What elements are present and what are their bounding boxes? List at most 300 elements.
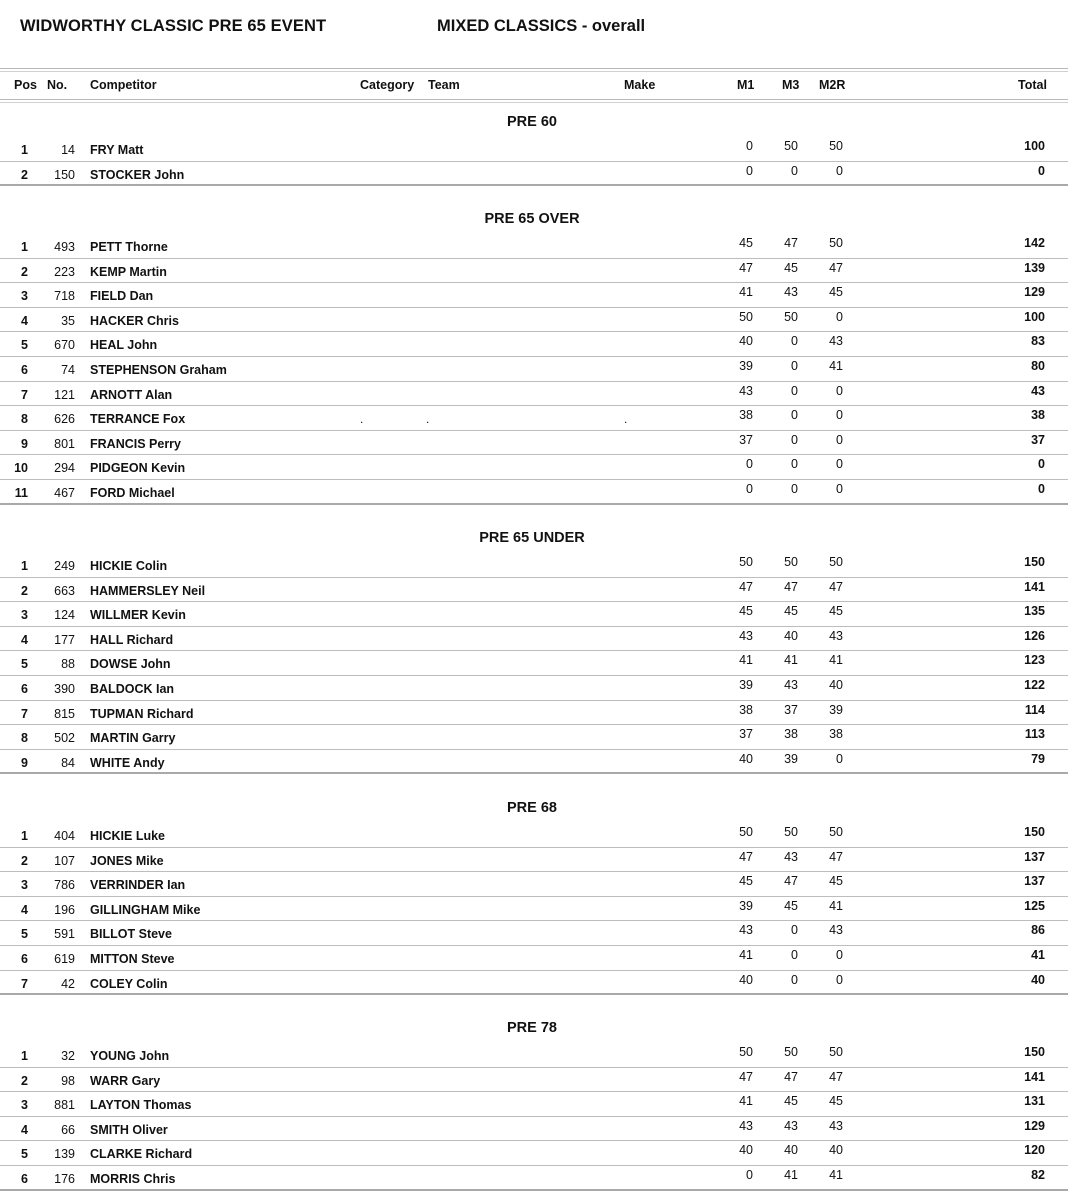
row-m3-score: 50 xyxy=(784,825,798,839)
row-m1-score: 41 xyxy=(739,1094,753,1109)
row-m1-score: 43 xyxy=(739,1118,753,1133)
row-competitor: HACKER Chris xyxy=(90,313,179,328)
row-m1-score: 50 xyxy=(739,309,753,324)
row-m3-score: 45 xyxy=(784,604,798,619)
row-m3-score: 0 xyxy=(791,408,798,423)
row-competitor: WARR Gary xyxy=(90,1073,161,1088)
row-m2r-score: 45 xyxy=(829,874,843,889)
row-total: 123 xyxy=(1024,653,1045,668)
row-number: 663 xyxy=(54,583,75,598)
row-pos: 6 xyxy=(21,682,28,696)
row-m3-score: 40 xyxy=(784,1143,798,1158)
table-row xyxy=(0,725,1068,750)
row-m2r-score: 0 xyxy=(836,383,843,398)
row-number: 591 xyxy=(54,927,75,942)
row-m2r-score: 40 xyxy=(829,1143,843,1158)
row-m3-score: 0 xyxy=(791,972,798,987)
table-row xyxy=(0,357,1068,382)
row-m2r-score: 47 xyxy=(829,579,843,594)
row-competitor: TUPMAN Richard xyxy=(90,706,194,721)
row-m1-score: 41 xyxy=(739,948,753,962)
row-pos: 1 xyxy=(21,829,28,843)
table-row xyxy=(0,1117,1068,1142)
row-total: 150 xyxy=(1024,555,1045,569)
row-number: 14 xyxy=(61,143,75,157)
row-m3-score: 50 xyxy=(784,1045,798,1059)
row-m2r-score: 41 xyxy=(829,653,843,668)
row-number: 177 xyxy=(54,632,75,647)
row-m2r-score: 43 xyxy=(829,923,843,938)
row-competitor: WILLMER Kevin xyxy=(90,608,186,623)
row-number: 74 xyxy=(61,363,75,377)
table-row xyxy=(0,897,1068,922)
row-m3-score: 41 xyxy=(784,1168,798,1182)
row-number: 815 xyxy=(54,706,75,721)
row-total: 141 xyxy=(1024,579,1045,594)
row-total: 114 xyxy=(1024,702,1045,717)
row-m1-score: 40 xyxy=(739,972,753,987)
row-m3-score: 50 xyxy=(784,555,798,569)
row-number: 249 xyxy=(54,559,75,573)
row-pos: 8 xyxy=(21,731,28,746)
table-row xyxy=(0,234,1068,259)
row-total: 40 xyxy=(1031,972,1045,987)
table-row xyxy=(0,1092,1068,1117)
row-pos: 4 xyxy=(21,1122,28,1137)
row-m3-score: 0 xyxy=(791,383,798,398)
table-row xyxy=(0,627,1068,652)
table-row xyxy=(0,701,1068,726)
row-m2r-score: 50 xyxy=(829,555,843,569)
row-pos: 5 xyxy=(21,1147,28,1162)
header-divider xyxy=(0,68,1068,72)
row-pos: 1 xyxy=(21,559,28,573)
row-m3-score: 43 xyxy=(784,285,798,300)
row-m2r-score: 41 xyxy=(829,898,843,913)
row-number: 502 xyxy=(54,731,75,746)
row-m2r-score: 43 xyxy=(829,334,843,349)
row-number: 670 xyxy=(54,338,75,353)
row-total: 0 xyxy=(1038,457,1045,472)
row-m2r-score: 43 xyxy=(829,628,843,643)
table-row xyxy=(0,137,1068,162)
row-m3-score: 50 xyxy=(784,309,798,324)
row-pos: 3 xyxy=(21,878,28,893)
row-divider xyxy=(0,1189,1068,1191)
column-header-pos: Pos xyxy=(14,78,37,92)
row-m2r-score: 50 xyxy=(829,825,843,839)
row-total: 120 xyxy=(1024,1143,1045,1158)
row-pos: 1 xyxy=(21,1049,28,1063)
row-m3-score: 45 xyxy=(784,898,798,913)
row-m2r-score: 45 xyxy=(829,604,843,619)
row-total: 125 xyxy=(1024,898,1045,913)
row-m3-score: 0 xyxy=(791,948,798,962)
row-total: 37 xyxy=(1031,432,1045,447)
table-row xyxy=(0,1166,1068,1191)
row-pos: 4 xyxy=(21,902,28,917)
column-header-m3: M3 xyxy=(782,78,800,92)
row-pos: 11 xyxy=(14,486,28,500)
row-pos: 4 xyxy=(21,313,28,328)
row-m3-score: 40 xyxy=(784,628,798,643)
row-m1-score: 40 xyxy=(739,751,753,766)
row-total: 100 xyxy=(1024,309,1045,324)
row-pos: 7 xyxy=(21,706,28,721)
row-m1-score: 39 xyxy=(739,359,753,373)
row-competitor: LAYTON Thomas xyxy=(90,1098,192,1113)
table-row xyxy=(0,676,1068,701)
row-competitor: HALL Richard xyxy=(90,632,174,647)
row-total: 129 xyxy=(1024,285,1045,300)
row-m3-score: 45 xyxy=(784,1094,798,1109)
row-m2r-score: 41 xyxy=(829,359,843,373)
row-m2r-score: 47 xyxy=(829,260,843,275)
row-m3-score: 0 xyxy=(791,482,798,496)
column-header-divider xyxy=(0,99,1068,103)
row-divider xyxy=(0,772,1068,774)
row-pos: 4 xyxy=(21,632,28,647)
row-m3-score: 43 xyxy=(784,1118,798,1133)
row-number: 881 xyxy=(54,1098,75,1113)
row-number: 84 xyxy=(61,755,75,770)
table-row xyxy=(0,651,1068,676)
row-m1-score: 0 xyxy=(746,1168,753,1182)
table-row xyxy=(0,308,1068,333)
table-row xyxy=(0,455,1068,480)
row-total: 142 xyxy=(1024,236,1045,250)
section-title: PRE 60 xyxy=(507,114,557,130)
row-m3-score: 0 xyxy=(791,432,798,447)
row-pos: 3 xyxy=(21,608,28,623)
row-pos: 6 xyxy=(21,363,28,377)
table-row xyxy=(0,971,1068,996)
row-m3-score: 0 xyxy=(791,359,798,373)
row-number: 390 xyxy=(54,682,75,696)
table-row xyxy=(0,406,1068,431)
row-m1-score: 45 xyxy=(739,236,753,250)
row-pos: 2 xyxy=(21,1073,28,1088)
row-m2r-score: 0 xyxy=(836,309,843,324)
row-m1-score: 45 xyxy=(739,604,753,619)
row-competitor: HEAL John xyxy=(90,338,158,353)
row-m3-score: 47 xyxy=(784,874,798,889)
row-total: 100 xyxy=(1024,139,1045,153)
row-total: 43 xyxy=(1031,383,1045,398)
section-title: PRE 65 OVER xyxy=(484,211,580,227)
row-m2r-score: 45 xyxy=(829,285,843,300)
table-row xyxy=(0,382,1068,407)
table-row xyxy=(0,480,1068,505)
row-total: 82 xyxy=(1031,1168,1045,1182)
row-m2r-score: 0 xyxy=(836,948,843,962)
column-header-total: Total xyxy=(1018,78,1047,92)
row-m3-score: 50 xyxy=(784,139,798,153)
table-row xyxy=(0,1068,1068,1093)
row-number: 32 xyxy=(61,1049,75,1063)
row-number: 493 xyxy=(54,240,75,254)
table-row xyxy=(0,848,1068,873)
column-header-m2r: M2R xyxy=(819,78,846,92)
row-pos: 2 xyxy=(21,583,28,598)
row-m3-score: 45 xyxy=(784,260,798,275)
row-m1-score: 41 xyxy=(739,285,753,300)
row-competitor: PIDGEON Kevin xyxy=(90,461,186,476)
row-team: . xyxy=(426,412,430,427)
row-m1-score: 0 xyxy=(746,139,753,153)
row-competitor: GILLINGHAM Mike xyxy=(90,902,201,917)
row-category: . xyxy=(360,412,364,427)
row-m1-score: 37 xyxy=(739,432,753,447)
row-total: 0 xyxy=(1038,163,1045,178)
row-pos: 7 xyxy=(21,976,28,991)
row-m2r-score: 0 xyxy=(836,457,843,472)
row-total: 38 xyxy=(1031,408,1045,423)
table-row xyxy=(0,872,1068,897)
row-m2r-score: 47 xyxy=(829,849,843,864)
row-number: 786 xyxy=(54,878,75,893)
row-m3-score: 37 xyxy=(784,702,798,717)
row-competitor: JONES Mike xyxy=(90,853,164,868)
section-title: PRE 65 UNDER xyxy=(479,530,585,546)
row-competitor: MITTON Steve xyxy=(90,952,175,966)
row-m2r-score: 50 xyxy=(829,236,843,250)
row-m2r-score: 0 xyxy=(836,408,843,423)
row-number: 801 xyxy=(54,436,75,451)
column-header-m1: M1 xyxy=(737,78,755,92)
row-m3-score: 41 xyxy=(784,653,798,668)
row-number: 718 xyxy=(54,289,75,304)
row-competitor: ARNOTT Alan xyxy=(90,387,173,402)
row-total: 141 xyxy=(1024,1069,1045,1084)
row-number: 150 xyxy=(54,167,75,182)
row-m1-score: 40 xyxy=(739,334,753,349)
row-m2r-score: 0 xyxy=(836,432,843,447)
row-total: 86 xyxy=(1031,923,1045,938)
row-number: 121 xyxy=(54,387,75,402)
row-total: 122 xyxy=(1024,678,1045,692)
row-number: 619 xyxy=(54,952,75,966)
row-total: 0 xyxy=(1038,482,1045,496)
column-header-team: Team xyxy=(428,78,460,92)
column-header-category: Category xyxy=(360,78,415,92)
row-number: 404 xyxy=(54,829,75,843)
class-title: MIXED CLASSICS - overall xyxy=(437,17,646,35)
row-m1-score: 39 xyxy=(739,898,753,913)
row-competitor: HICKIE Colin xyxy=(90,559,168,573)
row-total: 135 xyxy=(1024,604,1045,619)
row-m1-score: 43 xyxy=(739,628,753,643)
table-row xyxy=(0,602,1068,627)
row-number: 223 xyxy=(54,264,75,279)
row-competitor: KEMP Martin xyxy=(90,264,167,279)
row-pos: 1 xyxy=(21,240,28,254)
event-title: WIDWORTHY CLASSIC PRE 65 EVENT xyxy=(20,17,327,35)
section-title: PRE 68 xyxy=(507,800,557,816)
table-row xyxy=(0,162,1068,187)
row-m1-score: 0 xyxy=(746,163,753,178)
row-m1-score: 38 xyxy=(739,408,753,423)
row-m2r-score: 41 xyxy=(829,1168,843,1182)
row-m2r-score: 50 xyxy=(829,1045,843,1059)
row-competitor: HAMMERSLEY Neil xyxy=(90,583,206,598)
row-m3-score: 0 xyxy=(791,457,798,472)
row-number: 88 xyxy=(61,657,75,672)
row-total: 113 xyxy=(1024,727,1045,742)
row-pos: 5 xyxy=(21,927,28,942)
row-total: 150 xyxy=(1024,825,1045,839)
row-competitor: VERRINDER Ian xyxy=(90,878,186,893)
row-m1-score: 47 xyxy=(739,579,753,594)
row-total: 79 xyxy=(1031,751,1045,766)
row-competitor: COLEY Colin xyxy=(90,976,168,991)
row-total: 41 xyxy=(1031,948,1045,962)
column-header-competitor: Competitor xyxy=(90,78,157,92)
row-pos: 2 xyxy=(21,264,28,279)
row-m2r-score: 38 xyxy=(829,727,843,742)
row-m1-score: 37 xyxy=(739,727,753,742)
row-make: . xyxy=(624,412,628,427)
row-divider xyxy=(0,503,1068,505)
row-m2r-score: 40 xyxy=(829,678,843,692)
row-number: 176 xyxy=(54,1172,75,1186)
row-m3-score: 0 xyxy=(791,163,798,178)
row-competitor: YOUNG John xyxy=(90,1049,170,1063)
section-title: PRE 78 xyxy=(507,1020,557,1036)
row-m3-score: 47 xyxy=(784,236,798,250)
row-m3-score: 38 xyxy=(784,727,798,742)
row-m1-score: 47 xyxy=(739,260,753,275)
table-row xyxy=(0,259,1068,284)
row-total: 129 xyxy=(1024,1118,1045,1133)
row-number: 139 xyxy=(54,1147,75,1162)
row-number: 196 xyxy=(54,902,75,917)
table-row xyxy=(0,823,1068,848)
row-competitor: FIELD Dan xyxy=(90,289,154,304)
row-competitor: FORD Michael xyxy=(90,486,175,500)
row-number: 42 xyxy=(61,976,75,991)
column-header-no: No. xyxy=(47,78,68,92)
row-number: 35 xyxy=(61,313,75,328)
row-number: 107 xyxy=(54,853,75,868)
column-header-make: Make xyxy=(624,78,656,92)
row-m1-score: 0 xyxy=(746,457,753,472)
row-pos: 7 xyxy=(21,387,28,402)
row-m1-score: 39 xyxy=(739,678,753,692)
row-pos: 3 xyxy=(21,289,28,304)
row-divider xyxy=(0,993,1068,995)
row-m3-score: 39 xyxy=(784,751,798,766)
row-m1-score: 0 xyxy=(746,482,753,496)
table-row xyxy=(0,283,1068,308)
table-row xyxy=(0,1141,1068,1166)
row-total: 131 xyxy=(1024,1094,1045,1109)
row-number: 124 xyxy=(54,608,75,623)
row-m2r-score: 0 xyxy=(836,751,843,766)
row-pos: 6 xyxy=(21,1172,28,1186)
table-row xyxy=(0,921,1068,946)
row-number: 626 xyxy=(54,412,75,427)
row-m2r-score: 43 xyxy=(829,1118,843,1133)
row-m1-score: 43 xyxy=(739,383,753,398)
row-m2r-score: 0 xyxy=(836,972,843,987)
row-total: 80 xyxy=(1031,359,1045,373)
row-total: 83 xyxy=(1031,334,1045,349)
row-competitor: STEPHENSON Graham xyxy=(90,363,227,377)
row-pos: 10 xyxy=(14,461,28,476)
row-m3-score: 47 xyxy=(784,1069,798,1084)
row-pos: 6 xyxy=(21,952,28,966)
row-m2r-score: 39 xyxy=(829,702,843,717)
row-m1-score: 40 xyxy=(739,1143,753,1158)
row-divider xyxy=(0,184,1068,186)
row-m1-score: 38 xyxy=(739,702,753,717)
row-competitor: MARTIN Garry xyxy=(90,731,176,746)
row-competitor: PETT Thorne xyxy=(90,240,168,254)
row-number: 66 xyxy=(61,1122,75,1137)
row-competitor: WHITE Andy xyxy=(90,755,165,770)
row-total: 150 xyxy=(1024,1045,1045,1059)
row-pos: 3 xyxy=(21,1098,28,1113)
table-row xyxy=(0,578,1068,603)
row-competitor: FRANCIS Perry xyxy=(90,436,181,451)
row-total: 139 xyxy=(1024,260,1045,275)
row-pos: 9 xyxy=(21,436,28,451)
row-m2r-score: 50 xyxy=(829,139,843,153)
row-competitor: HICKIE Luke xyxy=(90,829,166,843)
table-row xyxy=(0,1043,1068,1068)
table-row xyxy=(0,946,1068,971)
row-number: 467 xyxy=(54,486,75,500)
row-m1-score: 41 xyxy=(739,653,753,668)
row-m1-score: 47 xyxy=(739,849,753,864)
row-m3-score: 43 xyxy=(784,678,798,692)
row-m1-score: 45 xyxy=(739,874,753,889)
row-pos: 8 xyxy=(21,412,28,427)
table-row xyxy=(0,431,1068,456)
row-m1-score: 43 xyxy=(739,923,753,938)
row-competitor: STOCKER John xyxy=(90,167,185,182)
row-total: 137 xyxy=(1024,849,1045,864)
table-row xyxy=(0,750,1068,775)
row-m2r-score: 0 xyxy=(836,482,843,496)
row-competitor: SMITH Oliver xyxy=(90,1122,168,1137)
row-m1-score: 50 xyxy=(739,555,753,569)
row-competitor: DOWSE John xyxy=(90,657,171,672)
row-total: 126 xyxy=(1024,628,1045,643)
row-m2r-score: 47 xyxy=(829,1069,843,1084)
row-total: 137 xyxy=(1024,874,1045,889)
row-competitor: TERRANCE Fox xyxy=(90,412,186,427)
row-competitor: CLARKE Richard xyxy=(90,1147,193,1162)
row-competitor: MORRIS Chris xyxy=(90,1172,176,1186)
row-m2r-score: 45 xyxy=(829,1094,843,1109)
row-m1-score: 50 xyxy=(739,1045,753,1059)
table-row xyxy=(0,332,1068,357)
row-m1-score: 47 xyxy=(739,1069,753,1084)
row-pos: 9 xyxy=(21,755,28,770)
row-pos: 5 xyxy=(21,657,28,672)
row-m3-score: 0 xyxy=(791,334,798,349)
row-m3-score: 47 xyxy=(784,579,798,594)
row-competitor: FRY Matt xyxy=(90,143,144,157)
row-pos: 5 xyxy=(21,338,28,353)
row-m2r-score: 0 xyxy=(836,163,843,178)
row-pos: 2 xyxy=(21,167,28,182)
row-competitor: BALDOCK Ian xyxy=(90,682,175,696)
row-pos: 2 xyxy=(21,853,28,868)
row-m3-score: 43 xyxy=(784,849,798,864)
